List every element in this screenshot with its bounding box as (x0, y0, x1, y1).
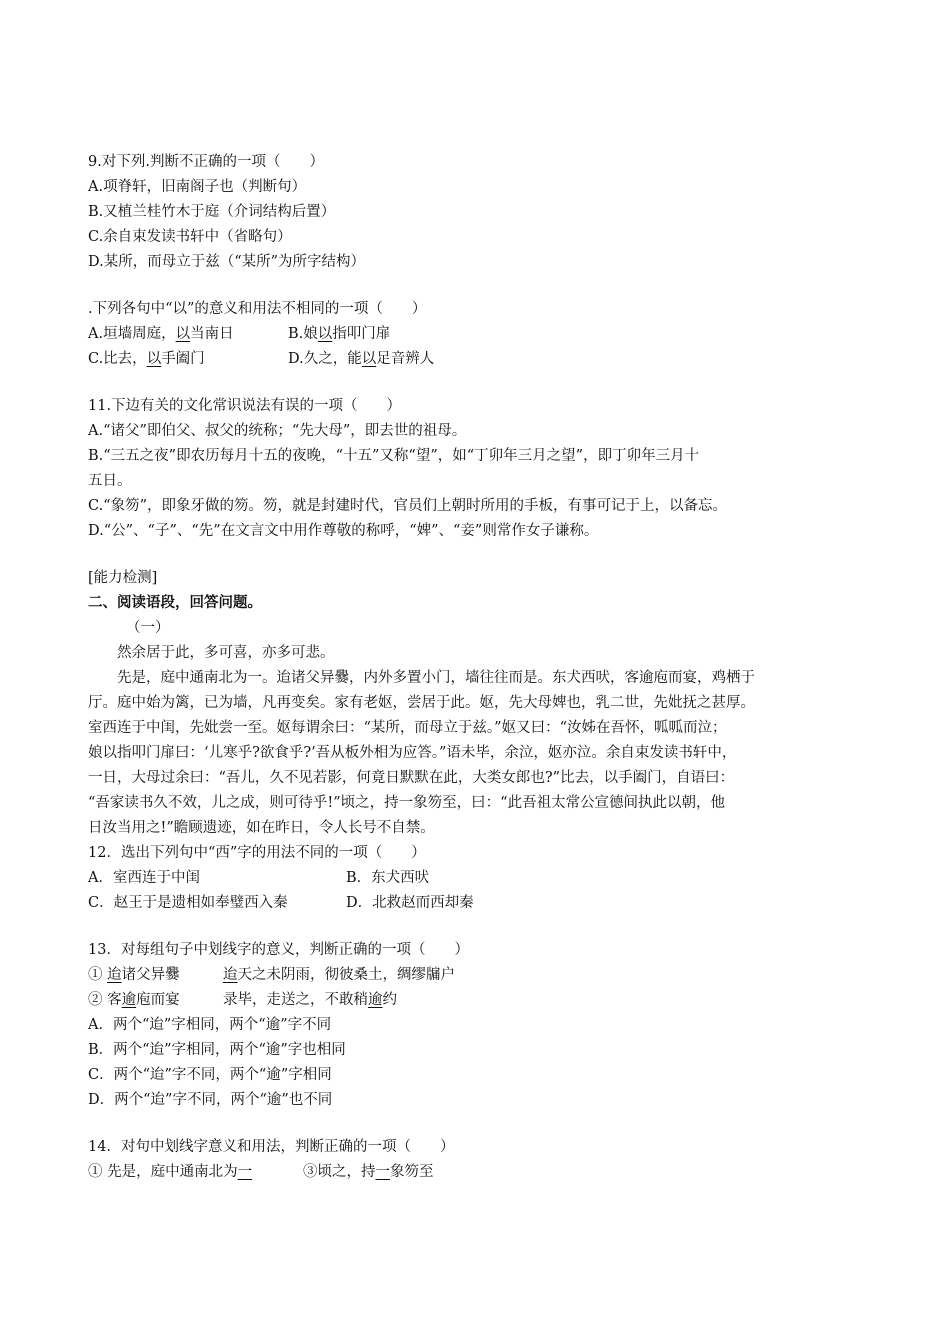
passage-line: 娘以指叩门扉曰：‘儿寒乎?欲食乎?’吾从板外相为应答。”语未毕，余泣，妪亦泣。余自束发读书轩中， (88, 745, 737, 761)
q9-option-c: C.余自束发读书轩中（省略句） (88, 229, 292, 245)
q13-row-1 (88, 963, 868, 988)
q9-option-d: D.某所，而母立于兹（“某所”为所字结构） (88, 254, 366, 270)
q10-option-c: C.比去，以手阖门 (88, 351, 205, 367)
passage-part-label: （一） (126, 620, 170, 636)
q9-option-a: A.项脊轩，旧南阁子也（判断句） (88, 179, 307, 195)
q10-stem: .下列各句中“以”的意义和用法不相同的一项（ ） (88, 301, 427, 317)
underlined-char: 以 (146, 351, 162, 367)
q13-row-1-left: ① 迨诸父异爨 (88, 967, 180, 983)
underlined-char: 逾 (368, 992, 383, 1008)
q11-option-b: B.“三五之夜”即农历每月十五的夜晚，“十五”又称“望”，如“丁卯年三月之望”，即丁卯年三月十 (88, 448, 700, 464)
underlined-char: 以 (361, 351, 377, 367)
underlined-char: 逾 (121, 992, 137, 1008)
underlined-char: 迨 (107, 967, 122, 983)
q11-option-b-cont: 五日。 (88, 473, 132, 489)
passage-line: 厅。庭中始为篱，已为墙，凡再变矣。家有老妪，尝居于此。妪，先大母婢也，乳二世，先妣抚之甚厚。 (88, 695, 755, 711)
section-heading: 二、阅读语段，回答问题。 (88, 595, 262, 611)
section-label: [能力检测] (88, 570, 158, 586)
q13-option-d: D．两个“迨”字不同，两个“逾”也不同 (88, 1092, 333, 1108)
q10-row-ab (88, 322, 868, 347)
q13-row-2-right: 录毕，走送之，不敢稍逾约 (223, 992, 397, 1008)
underlined-char: 以 (175, 326, 191, 342)
passage-line: 先是，庭中通南北为一。迨诸父异爨，内外多置小门，墙往往而是。东犬西吠，客逾庖而宴，鸡栖于 (117, 670, 755, 686)
q12-option-a: A．室西连于中闺 (88, 870, 200, 886)
passage-line: 一日，大母过余曰：“吾儿，久不见若影，何竟日默默在此，大类女郎也?”比去，以手阖门，自语曰： (88, 770, 735, 786)
q11-stem: 11.下边有关的文化常识说法有误的一项（ ） (88, 398, 402, 414)
q10-option-b: B.娘以指叩门扉 (288, 326, 391, 342)
q11-option-c: C.“象笏”，即象牙做的笏。笏，就是封建时代，官员们上朝时所用的手板，有事可记于上，以备忘。 (88, 498, 728, 514)
q13-option-a: A．两个“迨”字相同，两个“逾”字不同 (88, 1017, 332, 1033)
underlined-char: 一 (375, 1164, 390, 1180)
q10-row-cd (88, 347, 868, 372)
q12-stem: 12．选出下列句中“西”字的用法不同的一项（ ） (88, 845, 426, 861)
q10-option-d: D.久之，能以足音辨人 (288, 351, 435, 367)
q10-option-a: A.垣墙周庭，以当南日 (88, 326, 234, 342)
passage-line: “吾家读书久不效，儿之成，则可待乎!”顷之，持一象笏至，曰：“此吾祖太常公宣德间执此以朝，他 (88, 795, 726, 811)
q14-row-1 (88, 1160, 868, 1185)
underlined-char: 迨 (223, 967, 238, 983)
passage-line: 室西连于中闺，先妣尝一至。妪每谓余曰：“某所，而母立于兹。”妪又曰：“汝姊在吾怀，呱呱而泣； (88, 720, 727, 736)
page-content (88, 150, 868, 1185)
q12-option-c: C．赵王于是遗相如奉璧西入秦 (88, 895, 288, 911)
q12-row-ab (88, 866, 868, 891)
q13-option-b: B．两个“迨”字相同，两个“逾”字也相同 (88, 1042, 346, 1058)
q14-item-1: ① 先是，庭中通南北为一 (88, 1164, 253, 1180)
q13-stem: 13．对每组句子中划线字的意义，判断正确的一项（ ） (88, 942, 469, 958)
q13-row-2-left: ② 客逾庖而宴 (88, 992, 180, 1008)
q12-row-cd (88, 891, 868, 916)
q11-option-d: D.“公”、“子”、“先”在文言文中用作尊敬的称呼，“婢”、“妾”则常作女子谦称。 (88, 523, 599, 539)
q13-option-c: C．两个“迨”字不同，两个“逾”字相同 (88, 1067, 332, 1083)
q12-option-d: D．北救赵而西却秦 (346, 895, 474, 911)
underlined-char: 一 (237, 1164, 253, 1180)
underlined-char: 以 (317, 326, 333, 342)
q12-option-b: B．东犬西吠 (346, 870, 430, 886)
q9-option-b: B.又植兰桂竹木于庭（介词结构后置） (88, 204, 336, 220)
q14-stem: 14．对句中划线字意义和用法，判断正确的一项（ ） (88, 1139, 455, 1155)
q13-row-1-right: 迨天之未阴雨，彻彼桑土，绸缪牖户 (223, 967, 455, 983)
q14-item-3: ③顷之，持一象笏至 (303, 1164, 434, 1180)
passage-line: 日汝当用之!”瞻顾遗迹，如在昨日，令人长号不自禁。 (88, 820, 435, 836)
q11-option-a: A.“诸父”即伯父、叔父的统称；“先大母”，即去世的祖母。 (88, 423, 467, 439)
passage-line: 然余居于此，多可喜，亦多可悲。 (117, 645, 335, 661)
q13-row-2 (88, 988, 868, 1013)
q9-stem: 9.对下列.判断不正确的一项（ ） (88, 154, 324, 170)
